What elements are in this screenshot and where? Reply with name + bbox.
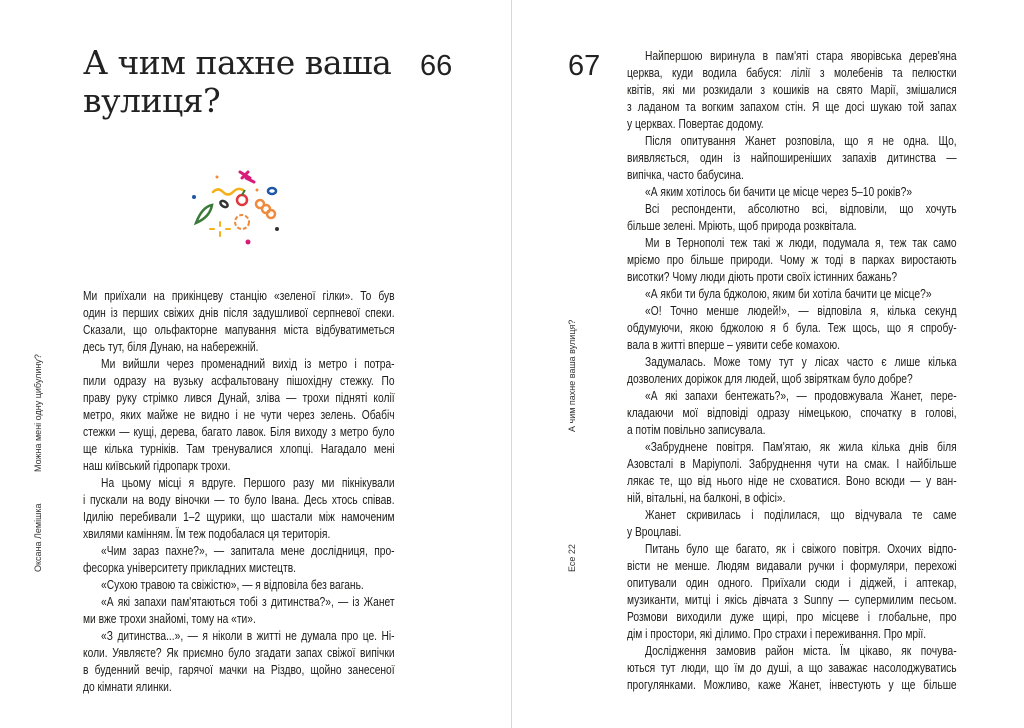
sparkle-icon: [210, 222, 230, 236]
text-line: дім і простори, які ділимо. Про страхи і переживання. Про мрії.: [627, 627, 927, 641]
seed-icon: [219, 200, 228, 209]
text-line: «А яким хотілось би бачити це місце через 5–10 років?»: [645, 185, 913, 199]
text-line: Дослідження замовив район міста. Їм цікаво, як почува-: [645, 644, 957, 658]
chapter-title-line: вулиця?: [83, 81, 221, 120]
text-line: Задумалась. Може тому тут у лісах часто є лише кілька: [645, 355, 957, 369]
text-line: Ми приїхали на прикінцеву станцію «зеленої гілки». То був: [83, 289, 395, 303]
paragraph: [627, 48, 957, 133]
running-header-book-title: Можна мені одну цибулину?: [33, 354, 43, 472]
text-line: ще кілька турніків. Там тренувалися хлопці. Нагадало мені: [83, 442, 395, 456]
paragraph: [83, 475, 395, 543]
running-header-essay-number: Есе 22: [567, 544, 577, 572]
leaf-icon: [196, 205, 212, 223]
right-page: [512, 0, 1024, 728]
confetti-illustration: [180, 160, 290, 250]
dot-icon: [192, 195, 196, 199]
paragraph: [627, 541, 957, 643]
text-line: квітів, які ми розкидали з кошиків на свято Марії, змішалися: [627, 83, 957, 97]
text-line: з ладаном та вогким запахом стін. Я ще досі шукаю той запах: [627, 100, 957, 114]
paragraph: [627, 303, 957, 354]
text-line: церква, куди водила бабуся: лілії з молебенів та пелюстки: [627, 66, 957, 80]
text-line: фесорка університету прикладних мистецтв.: [83, 561, 297, 575]
text-line: «Сухою травою та свіжістю», — я відповіла без вагань.: [101, 578, 364, 592]
text-line: один із перших свіжих днів після задушливої серпневої спеки.: [83, 306, 395, 320]
text-line: «А якби ти була бджолою, яким би хотіла бачити це місце?»: [645, 287, 932, 301]
text-line: «А які запахи бентежать?», — продовжувала Жанет, пере-: [645, 389, 957, 403]
text-line: прогулянками. Можливо, каже Жанет, інвестують у ще більше: [627, 678, 957, 692]
paragraph: [627, 184, 957, 201]
text-line: в буденний вечір, гарячої мачки на Різдво, щойно занесеної: [83, 663, 395, 677]
text-line: обдумуючи, якою бджолою я б була. Теж щось, що я спробу-: [627, 321, 957, 335]
dot-icon: [256, 189, 259, 192]
text-line: висотки? Чому люди діють проти своїх істинних бажань?: [627, 270, 898, 284]
flower-icon: [235, 215, 249, 229]
text-line: вісти не менше. Людям видавали ручки і формуляри, перехожі: [627, 559, 957, 573]
text-line: «А які запахи пам'ятаються тобі з дитинства?», — із Жанет: [101, 595, 395, 609]
text-line: «Забруднене повітря. Пам'ятаю, як жила кілька днів біля: [645, 440, 957, 454]
text-line: пили одразу на вузьку асфальтовану пішохідну стежку. По: [83, 374, 395, 388]
left-body-text: [83, 288, 395, 696]
text-line: Найпершою виринула в пам'яті стара яворівська дерев'яна: [645, 49, 957, 63]
paragraph: [627, 354, 957, 388]
wave-icon: [213, 189, 243, 195]
text-line: ються тут люди, що їм до душі, а що заважає насолоджуватись: [627, 661, 957, 675]
paragraph: [627, 286, 957, 303]
text-line: виявляється, один із найпоширеніших запахів дитинства —: [627, 151, 957, 165]
text-line: кладаючи мої відповіді одразу німецькою, спочатку в голові,: [627, 406, 957, 420]
text-line: ми вже трохи знайомі, тому на «ти».: [83, 612, 256, 626]
text-line: хвилями камінням. Їм теж подобалася ця територія.: [83, 527, 331, 541]
text-line: дозволених доріжок для людей, щоб звіряткам було добре?: [627, 372, 913, 386]
candy-icon: [240, 172, 254, 182]
cherry-icon: [237, 195, 247, 205]
paragraph: [627, 643, 957, 694]
text-line: а потім повільно записувала.: [627, 423, 766, 437]
text-line: десь тут, біля Дунаю, на набережній.: [83, 340, 259, 354]
dot-icon: [246, 240, 251, 245]
text-line: Питань було ще багато, як і свіжого повітря. Охочих відпо-: [645, 542, 957, 556]
text-line: «Чим зараз пахне?», — запитала мене дослідниця, про-: [101, 544, 395, 558]
text-line: Сказали, що ольфакторне мапування міста відбуватиметься: [83, 323, 395, 337]
text-line: до кімнати ялинки.: [83, 680, 172, 694]
text-line: ній, вітальні, на балконі, в офісі».: [627, 491, 786, 505]
right-body-text: [627, 48, 957, 694]
text-line: Ідилію перебивали 1–2 щурики, що шастали між намоченим: [83, 510, 395, 524]
chapter-title-line: А чим пахне ваша: [83, 43, 392, 82]
text-line: у Вроцлаві.: [627, 525, 682, 539]
paragraph: [627, 439, 957, 507]
text-line: метро, яких майже не видно і не чути через зелень. Обабіч: [83, 408, 395, 422]
paragraph: [627, 388, 957, 439]
text-line: і пускали на воду віночки — то було Івана. Десь хтось співав.: [83, 493, 395, 507]
paragraph: [627, 507, 957, 541]
text-line: Розмови виходили дуже щирі, про місцеве і глобальне, про: [627, 610, 957, 624]
paragraph: [627, 133, 957, 184]
text-line: Всі респонденти, абсолютно всі, відповіли, що хочуть: [645, 202, 957, 216]
chain-icon: [256, 200, 275, 218]
text-line: праву руку стрімко лився Дунай, зліва — трохи підняті колії: [83, 391, 395, 405]
running-header-essay-title: А чим пахне ваша вулиця?: [567, 319, 577, 432]
text-line: Після опитування Жанет розповіла, що я не одна. Що,: [645, 134, 957, 148]
drop-icon: [268, 188, 276, 194]
text-line: Ми в Тернополі теж такі ж люди, подумала я, теж так само: [645, 236, 957, 250]
text-line: Ми вийшли через променадний вихід із метро і потра-: [101, 357, 395, 371]
paragraph: [83, 288, 395, 356]
text-line: На цьому місці я вдруге. Першого разу ми пікнікували: [101, 476, 395, 490]
text-line: більше зелені. Мріють, щоб природа розквітала.: [627, 219, 857, 233]
paragraph: [83, 356, 395, 475]
text-line: «О! Точно менше людей!», — відповіла я, кілька секунд: [645, 304, 957, 318]
text-line: лякає те, що від нього ніде не сховатися. Воно всюди — у ван-: [627, 474, 957, 488]
text-line: музиканти, митці і якісь дівчата з Sunny — супермилим песьом.: [627, 593, 957, 607]
text-line: у церквах. Повертає додому.: [627, 117, 764, 131]
text-line: Жанет скривилась і поділилася, що відчувала те саме: [645, 508, 957, 522]
page-number-left: 66: [420, 50, 453, 82]
text-line: стежки — кущі, дерева, багато лавок. Біля виходу з метро було: [83, 425, 395, 439]
paragraph: [627, 201, 957, 235]
dot-icon: [216, 176, 219, 179]
paragraph: [83, 543, 395, 577]
paragraph: [83, 594, 395, 628]
text-line: мріємо про більше природи. Чому ж тоді в парках виростають: [627, 253, 957, 267]
text-line: вала в житті вперше – уявити себе комахою.: [627, 338, 840, 352]
page-number-right: 67: [568, 50, 601, 82]
text-line: опитували один одного. Приїхали сюди і діджей, і аптекар,: [627, 576, 957, 590]
paragraph: [83, 628, 395, 696]
paragraph: [83, 577, 395, 594]
text-line: наш київський гідропарк трохи.: [83, 459, 231, 473]
running-header-author: Оксана Лемішка: [33, 503, 43, 572]
paragraph: [627, 235, 957, 286]
text-line: «З дитинства...», — я ніколи в житті не думала про це. Ні-: [101, 629, 395, 643]
text-line: коли. Уявляєте? Як приємно було згадати запах свіжої випічки: [83, 646, 395, 660]
text-line: Азовсталі в Маріуполі. Забруднення чути на смак. І найбільше: [627, 457, 957, 471]
chapter-title: [83, 44, 391, 120]
text-line: випічка, часто бабусина.: [627, 168, 744, 182]
dot-icon: [275, 227, 279, 231]
